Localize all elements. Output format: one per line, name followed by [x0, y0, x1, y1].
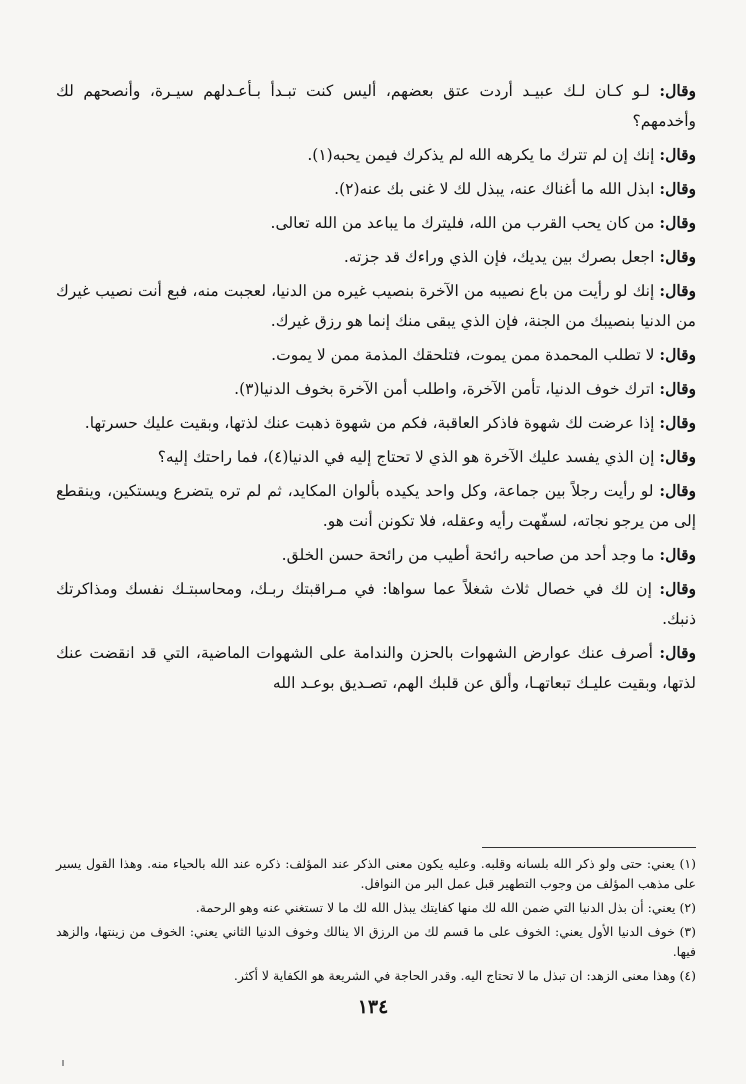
paragraph-text: أصرف عنك عوارض الشهوات بالحزن والندامة على الشهوات الماضية، التي قد انقضت عنك لذتها، وبقيت عليـك تبعاتهـا، وألق عن قلبك الهم، تصـديق بوعـد الله [56, 644, 696, 692]
paragraph-text: من كان يحب القرب من الله، فليترك ما يباعد من الله تعالى. [270, 214, 660, 232]
main-text [56, 76, 696, 702]
paragraph [56, 540, 696, 570]
paragraph [56, 442, 696, 472]
paragraph-lead: وقال: [659, 481, 696, 500]
footnote-separator [482, 847, 696, 848]
paragraph [56, 174, 696, 204]
paragraph-lead: وقال: [659, 447, 696, 466]
scan-mark [62, 1060, 64, 1066]
paragraph-text: ابذل الله ما أغناك عنه، يبذل لك لا غنى بك عنه(٢). [334, 180, 660, 198]
paragraph-lead: وقال: [659, 247, 696, 266]
paragraph-text: إنك إن لم تترك ما يكرهه الله لم يذكرك فيمن يحبه(١). [307, 146, 660, 164]
footnote: (٣) خوف الدنيا الأول يعني: الخوف على ما قسم لك من الرزق الا ينالك وخوف الدنيا الثاني يعني: الخوف من زينتها، والزهد فيها. [56, 924, 696, 959]
paragraph [56, 276, 696, 336]
paragraph-lead: وقال: [659, 179, 696, 198]
page-number: ١٣٤ [357, 996, 389, 1018]
paragraph [56, 408, 696, 438]
paragraph [56, 638, 696, 698]
paragraph [56, 374, 696, 404]
paragraph-text: إن لك في خصال ثلاث شغلاً عما سواها: في مـراقبتك ربـك، ومحاسبتـك نفسك ومذاكرتك ذنبك. [56, 580, 696, 628]
paragraph-text: لو رأيت رجلاً بين جماعة، وكل واحد يكيده بألوان المكايد، ثم لم تره يتضرع ويستكين، وينقطع إلى من يرجو نجاته، لسفّهت رأيه وعقله، فلا تكونن أنت هو. [56, 482, 696, 530]
paragraph [56, 574, 696, 634]
paragraph-lead: وقال: [659, 579, 696, 598]
paragraph-lead: وقال: [659, 213, 696, 232]
paragraph-lead: وقال: [659, 81, 696, 100]
paragraph [56, 340, 696, 370]
footnote: (٢) يعني: أن بذل الدنيا التي ضمن الله لك منها كفايتك يبذل الله لك ما لا تستغني عنه وهو الرحمة. [195, 900, 696, 915]
paragraph-text: إذا عرضت لك شهوة فاذكر العاقبة، فكم من شهوة ذهبت عنك لذتها، وبقيت عليك حسرتها. [84, 414, 660, 432]
footnote: (١) يعني: حتى ولو ذكر الله بلسانه وقلبه. وعليه يكون معنى الذكر عند المؤلف: ذكره عند الله بالحياء منه. وهذا القول يسير على مذهب المؤلف من وجوب التطهير قبل عمل البر من النوافل. [56, 856, 696, 891]
paragraph-text: اجعل بصرك بين يديك، فإن الذي وراءك قد جزته. [343, 248, 660, 266]
paragraph-lead: وقال: [659, 145, 696, 164]
paragraph-lead: وقال: [659, 545, 696, 564]
paragraph [56, 242, 696, 272]
paragraph-text: إن الذي يفسد عليك الآخرة هو الذي لا تحتاج إليه في الدنيا(٤)، فما راحتك إليه؟ [157, 448, 660, 466]
paragraph-text: إنك لو رأيت من باع نصيبه من الآخرة بنصيب غيره من الدنيا، لعجبت منه، فبع أنت نصيب غيرك من الدنيا بنصيبك من الجنة، فإن الذي يبقى منك إنما هو رزق غيرك. [56, 282, 696, 330]
paragraph-lead: وقال: [659, 345, 696, 364]
paragraph-text: اترك خوف الدنيا، تأمن الآخرة، واطلب أمن الآخرة بخوف الدنيا(٣). [234, 380, 660, 398]
paragraph [56, 476, 696, 536]
footnotes [56, 854, 696, 990]
paragraph-lead: وقال: [659, 643, 696, 662]
paragraph-lead: وقال: [659, 379, 696, 398]
footnote: (٤) وهذا معنى الزهد: ان تبذل ما لا تحتاج اليه. وقدر الحاجة في الشريعة هو الكفاية لا أكثر. [233, 968, 696, 983]
paragraph-text: لا تطلب المحمدة ممن يموت، فتلحقك المذمة ممن لا يموت. [271, 346, 660, 364]
paragraph-lead: وقال: [659, 413, 696, 432]
paragraph-text: ما وجد أحد من صاحبه رائحة أطيب من رائحة حسن الخلق. [281, 546, 660, 564]
paragraph [56, 208, 696, 238]
paragraph [56, 140, 696, 170]
paragraph [56, 76, 696, 136]
paragraph-text: لـو كـان لـك عبيـد أردت عتق بعضهم، أليس كنت تبـدأ بـأعـدلهم سيـرة، وأنصحهم لك وأخدمهم؟ [56, 82, 696, 130]
paragraph-lead: وقال: [659, 281, 696, 300]
